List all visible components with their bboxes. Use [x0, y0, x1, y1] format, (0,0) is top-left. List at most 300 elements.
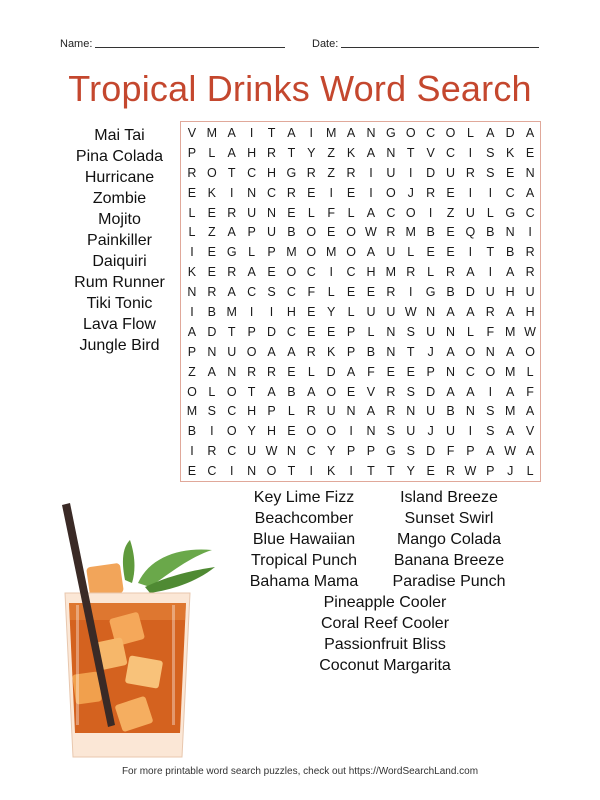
- grid-cell: U: [266, 225, 277, 240]
- grid-cell: L: [208, 145, 216, 160]
- grid-cell: B: [446, 404, 455, 419]
- grid-cell: U: [247, 205, 257, 220]
- grid-cell: D: [426, 384, 436, 399]
- grid-cell: V: [426, 145, 435, 160]
- grid-cell: I: [409, 285, 413, 300]
- grid-cell: F: [446, 444, 455, 459]
- grid-cell: A: [525, 444, 535, 459]
- word-item: Jungle Bird: [79, 337, 160, 354]
- grid-cell: E: [346, 285, 356, 300]
- grid-cell: E: [307, 324, 316, 339]
- grid-cell: T: [227, 324, 236, 339]
- grid-cell: E: [366, 285, 376, 300]
- grid-cell: C: [446, 145, 456, 160]
- grid-cell: R: [266, 145, 277, 160]
- grid-cell: O: [346, 225, 356, 240]
- grid-cell: A: [466, 265, 475, 280]
- word-item: Rum Runner: [74, 274, 165, 291]
- grid-cell: F: [367, 364, 375, 379]
- grid-cell: L: [188, 225, 196, 240]
- grid-cell: N: [366, 424, 376, 439]
- grid-cell: L: [466, 324, 474, 339]
- grid-cell: R: [187, 165, 197, 180]
- grid-cell: I: [369, 165, 373, 180]
- grid-cell: U: [426, 324, 436, 339]
- grid-cell: T: [287, 145, 296, 160]
- grid-cell: G: [505, 205, 516, 220]
- word-item: Pineapple Cooler: [323, 594, 447, 611]
- grid-cell: E: [307, 185, 316, 200]
- grid-cell: C: [227, 444, 237, 459]
- grid-cell: U: [366, 305, 376, 320]
- grid-cell: E: [426, 464, 435, 479]
- grid-cell: L: [287, 404, 295, 419]
- grid-cell: Z: [327, 145, 335, 160]
- grid-cell: S: [406, 324, 415, 339]
- grid-cell: L: [347, 305, 355, 320]
- grid-cell: C: [247, 165, 257, 180]
- grid-cell: P: [346, 324, 356, 339]
- grid-cell: A: [446, 384, 455, 399]
- grid-cell: R: [346, 165, 356, 180]
- grid-cell: A: [525, 404, 535, 419]
- grid-cell: I: [468, 424, 473, 439]
- grid-cell: S: [486, 165, 495, 180]
- word-item: Mai Tai: [94, 127, 145, 144]
- grid-cell: R: [386, 384, 396, 399]
- grid-row: [182, 363, 540, 383]
- grid-cell: N: [207, 344, 217, 359]
- grid-cell: R: [525, 265, 535, 280]
- grid-cell: R: [207, 285, 217, 300]
- grid-cell: P: [346, 444, 356, 459]
- grid-cell: E: [426, 245, 435, 260]
- grid-cell: I: [309, 464, 314, 479]
- grid-cell: I: [309, 126, 314, 140]
- word-list-bottom: [240, 487, 540, 676]
- grid-cell: L: [307, 205, 315, 220]
- grid-cell: V: [525, 424, 535, 439]
- grid-cell: E: [346, 384, 356, 399]
- grid-cell: J: [407, 185, 414, 200]
- grid-cell: D: [266, 324, 277, 339]
- grid-cell: M: [504, 324, 516, 339]
- name-line: [95, 46, 285, 48]
- name-label: Name:: [60, 38, 93, 50]
- grid-cell: C: [207, 464, 217, 479]
- page-title: Tropical Drinks Word Search: [68, 68, 532, 109]
- grid-cell: M: [504, 404, 516, 419]
- grid-row: [182, 223, 540, 243]
- grid-cell: N: [426, 305, 436, 320]
- grid-cell: T: [267, 126, 276, 140]
- grid-cell: G: [226, 245, 237, 260]
- grid-cell: I: [428, 205, 433, 220]
- grid-cell: E: [506, 165, 515, 180]
- grid-cell: F: [327, 205, 335, 220]
- grid-cell: S: [267, 285, 276, 300]
- grid-cell: R: [247, 364, 257, 379]
- grid-cell: E: [207, 205, 216, 220]
- letter-grid: [180, 121, 541, 482]
- grid-cell: H: [525, 305, 535, 320]
- grid-cell: O: [465, 344, 476, 359]
- grid-cell: E: [207, 265, 216, 280]
- word-item: Coral Reef Cooler: [320, 615, 450, 632]
- grid-cell: V: [187, 126, 197, 140]
- grid-cell: R: [446, 464, 456, 479]
- grid-cell: O: [226, 384, 237, 399]
- grid-cell: L: [526, 464, 534, 479]
- grid-cell: N: [247, 464, 257, 479]
- grid-cell: R: [386, 285, 396, 300]
- grid-cell: M: [286, 245, 297, 260]
- word-item: Sunset Swirl: [404, 510, 494, 527]
- grid-cell: R: [485, 305, 495, 320]
- grid-cell: U: [426, 404, 436, 419]
- grid-cell: C: [426, 126, 436, 140]
- grid-cell: M: [385, 265, 397, 280]
- grid-cell: T: [486, 245, 495, 260]
- grid-cell: P: [466, 444, 475, 459]
- word-pair-row: [240, 487, 540, 508]
- grid-cell: Q: [465, 225, 476, 240]
- word-item: Tiki Tonic: [86, 295, 153, 312]
- word-item: Lava Flow: [83, 316, 156, 333]
- grid-cell: O: [405, 205, 416, 220]
- grid-cell: P: [346, 344, 356, 359]
- grid-cell: N: [465, 404, 475, 419]
- grid-cell: T: [406, 145, 415, 160]
- grid-cell: D: [426, 165, 436, 180]
- grid-cell: C: [465, 364, 475, 379]
- grid-cell: M: [325, 126, 337, 140]
- grid-cell: V: [366, 384, 376, 399]
- word-pair-row: [240, 529, 540, 550]
- grid-cell: R: [386, 404, 396, 419]
- grid-cell: E: [525, 145, 535, 160]
- grid-cell: B: [287, 225, 296, 240]
- grid-cell: P: [426, 364, 435, 379]
- grid-cell: T: [406, 344, 415, 359]
- grid-cell: D: [426, 444, 436, 459]
- grid-cell: K: [207, 185, 216, 200]
- grid-cell: A: [446, 305, 455, 320]
- grid-cell: T: [247, 384, 256, 399]
- grid-cell: P: [247, 324, 256, 339]
- grid-cell: C: [505, 185, 515, 200]
- word-item: Mango Colada: [396, 531, 502, 548]
- grid-cell: D: [326, 364, 336, 379]
- grid-cell: A: [227, 145, 236, 160]
- grid-cell: T: [387, 464, 395, 479]
- grid-cell: M: [226, 305, 237, 320]
- grid-cell: A: [525, 126, 535, 140]
- grid-cell: C: [386, 205, 396, 220]
- grid-cell: T: [367, 464, 375, 479]
- grid-cell: O: [187, 384, 197, 399]
- date-label: Date:: [312, 38, 339, 50]
- grid-cell: U: [465, 205, 475, 220]
- grid-cell: P: [267, 245, 276, 260]
- grid-cell: N: [386, 324, 396, 339]
- grid-cell: U: [326, 404, 336, 419]
- grid-cell: R: [525, 245, 535, 260]
- grid-cell: A: [346, 364, 356, 379]
- grid-cell: A: [227, 225, 236, 240]
- grid-cell: N: [386, 344, 396, 359]
- grid-cell: O: [326, 424, 337, 439]
- grid-cell: A: [506, 424, 515, 439]
- grid-cell: H: [366, 265, 376, 280]
- grid-row: [182, 144, 540, 164]
- grid-cell: I: [269, 305, 274, 320]
- grid-cell: S: [386, 424, 396, 439]
- grid-cell: O: [445, 126, 456, 140]
- grid-cell: I: [468, 185, 473, 200]
- grid-cell: O: [206, 165, 217, 180]
- grid-cell: R: [266, 364, 277, 379]
- grid-cell: E: [327, 225, 336, 240]
- grid-cell: L: [327, 285, 335, 300]
- word-item: Zombie: [92, 190, 147, 207]
- grid-cell: C: [266, 185, 277, 200]
- grid-cell: O: [485, 364, 496, 379]
- grid-cell: G: [385, 126, 396, 140]
- grid-cell: H: [286, 305, 296, 320]
- grid-cell: N: [346, 404, 356, 419]
- grid-cell: U: [386, 305, 396, 320]
- grid-cell: I: [249, 305, 254, 320]
- grid-cell: L: [347, 205, 355, 220]
- grid-cell: Z: [446, 205, 455, 220]
- grid-cell: N: [366, 126, 376, 140]
- grid-cell: I: [229, 464, 234, 479]
- grid-row: [182, 283, 540, 303]
- grid-cell: S: [406, 384, 415, 399]
- grid-cell: Y: [406, 464, 415, 479]
- grid-cell: L: [208, 384, 216, 399]
- grid-row: [182, 343, 540, 363]
- grid-cell: L: [526, 364, 534, 379]
- grid-cell: W: [365, 225, 377, 240]
- grid-cell: A: [366, 205, 376, 220]
- grid-cell: R: [406, 265, 416, 280]
- grid-cell: D: [465, 285, 475, 300]
- grid-cell: A: [287, 126, 296, 140]
- grid-cell: S: [486, 404, 495, 419]
- grid-cell: B: [446, 285, 455, 300]
- grid-cell: H: [505, 285, 515, 300]
- grid-cell: I: [468, 245, 473, 260]
- grid-row: [182, 422, 540, 442]
- grid-row: [182, 124, 540, 144]
- grid-cell: W: [464, 464, 477, 479]
- grid-cell: E: [207, 245, 216, 260]
- grid-cell: A: [486, 444, 495, 459]
- grid-cell: B: [366, 344, 376, 359]
- grid-cell: C: [286, 285, 296, 300]
- word-list-left: [62, 125, 177, 356]
- grid-cell: M: [206, 126, 218, 140]
- grid-cell: O: [226, 424, 237, 439]
- grid-cell: P: [366, 444, 376, 459]
- grid-cell: L: [188, 205, 196, 220]
- grid-cell: B: [486, 225, 495, 240]
- word-item: Tropical Punch: [250, 552, 358, 569]
- grid-cell: T: [287, 464, 296, 479]
- grid-row: [182, 184, 540, 204]
- grid-cell: U: [485, 285, 495, 300]
- grid-cell: W: [524, 324, 536, 339]
- grid-cell: B: [207, 305, 216, 320]
- grid-cell: S: [207, 404, 216, 419]
- grid-cell: T: [227, 165, 236, 180]
- grid-cell: I: [488, 265, 493, 280]
- grid-cell: K: [327, 344, 336, 359]
- grid-cell: R: [386, 225, 396, 240]
- grid-cell: O: [385, 185, 396, 200]
- grid-cell: R: [306, 404, 316, 419]
- grid-cell: B: [287, 384, 296, 399]
- grid-cell: A: [486, 126, 495, 140]
- grid-cell: A: [466, 305, 475, 320]
- grid-cell: A: [207, 364, 216, 379]
- grid-row: [182, 303, 540, 323]
- grid-cell: U: [446, 165, 456, 180]
- word-item: Island Breeze: [400, 489, 498, 506]
- grid-cell: N: [525, 165, 535, 180]
- grid-cell: I: [488, 384, 493, 399]
- grid-cell: M: [325, 245, 337, 260]
- grid-cell: E: [446, 185, 455, 200]
- grid-cell: O: [306, 225, 317, 240]
- grid-cell: A: [346, 126, 356, 140]
- grid-cell: R: [286, 185, 296, 200]
- word-item: Key Lime Fizz: [253, 489, 355, 506]
- grid-cell: L: [248, 245, 256, 260]
- grid-cell: A: [187, 324, 197, 339]
- word-pair-row: [240, 550, 540, 571]
- grid-cell: O: [405, 126, 416, 140]
- grid-row: [182, 263, 540, 283]
- grid-cell: E: [287, 364, 296, 379]
- grid-cell: L: [367, 324, 375, 339]
- grid-cell: R: [306, 344, 316, 359]
- grid-cell: D: [207, 324, 217, 339]
- grid-cell: E: [446, 245, 455, 260]
- grid-cell: H: [247, 404, 257, 419]
- grid-cell: B: [187, 424, 197, 439]
- grid-cell: L: [486, 205, 494, 220]
- grid-cell: N: [505, 225, 515, 240]
- grid-cell: O: [525, 344, 535, 359]
- grid-cell: E: [287, 424, 296, 439]
- word-item: Blue Hawaiian: [252, 531, 356, 548]
- grid-cell: O: [306, 245, 317, 260]
- grid-cell: P: [247, 225, 256, 240]
- grid-cell: N: [446, 364, 456, 379]
- grid-cell: I: [190, 444, 194, 459]
- name-field[interactable]: [60, 38, 285, 50]
- grid-cell: I: [369, 185, 373, 200]
- grid-cell: A: [287, 344, 296, 359]
- grid-cell: U: [247, 444, 257, 459]
- grid-cell: A: [506, 265, 515, 280]
- grid-cell: E: [446, 225, 455, 240]
- grid-cell: N: [485, 344, 495, 359]
- grid-cell: G: [385, 444, 396, 459]
- grid-cell: R: [227, 205, 237, 220]
- grid-cell: U: [446, 424, 456, 439]
- word-item: Daiquiri: [92, 253, 147, 270]
- grid-cell: H: [266, 424, 277, 439]
- grid-cell: S: [406, 444, 415, 459]
- grid-cell: E: [287, 205, 296, 220]
- grid-cell: A: [307, 384, 316, 399]
- grid-cell: N: [227, 364, 237, 379]
- grid-cell: K: [506, 145, 515, 160]
- grid-cell: U: [386, 245, 396, 260]
- grid-cell: H: [247, 145, 257, 160]
- word-item: Painkiller: [87, 232, 152, 249]
- grid-cell: G: [286, 165, 297, 180]
- grid-cell: A: [366, 245, 376, 260]
- grid-cell: I: [349, 464, 353, 479]
- grid-cell: R: [306, 165, 316, 180]
- grid-cell: E: [346, 185, 356, 200]
- grid-cell: F: [307, 285, 316, 300]
- grid-cell: R: [426, 185, 436, 200]
- date-line: [341, 46, 539, 48]
- grid-cell: R: [227, 265, 237, 280]
- grid-cell: K: [346, 145, 356, 160]
- grid-cell: G: [425, 285, 436, 300]
- word-pair-row: [240, 571, 540, 592]
- grid-cell: C: [306, 444, 316, 459]
- word-item: Hurricane: [84, 169, 155, 186]
- grid-cell: R: [446, 265, 456, 280]
- grid-cell: A: [227, 126, 236, 140]
- grid-cell: I: [329, 185, 333, 200]
- word-item: Mojito: [98, 211, 141, 228]
- grid-cell: S: [486, 145, 495, 160]
- grid-cell: R: [207, 444, 217, 459]
- grid-row: [182, 243, 540, 263]
- grid-cell: A: [525, 185, 535, 200]
- grid-cell: U: [386, 165, 396, 180]
- grid-cell: J: [507, 464, 514, 479]
- date-field[interactable]: [312, 38, 539, 50]
- grid-cell: U: [406, 424, 416, 439]
- word-item: Paradise Punch: [392, 573, 506, 590]
- grid-cell: A: [366, 145, 376, 160]
- grid-cell: I: [528, 225, 532, 240]
- grid-cell: A: [227, 285, 236, 300]
- grid-row: [182, 462, 540, 482]
- grid-cell: O: [266, 464, 277, 479]
- grid-cell: N: [187, 285, 197, 300]
- grid-cell: A: [366, 404, 376, 419]
- grid-cell: Y: [327, 305, 336, 320]
- grid-cell: C: [346, 265, 356, 280]
- grid-row: [182, 402, 540, 422]
- grid-cell: F: [486, 324, 495, 339]
- grid-cell: A: [466, 384, 475, 399]
- grid-cell: N: [406, 404, 416, 419]
- grid-cell: I: [409, 165, 413, 180]
- grid-cell: P: [267, 404, 276, 419]
